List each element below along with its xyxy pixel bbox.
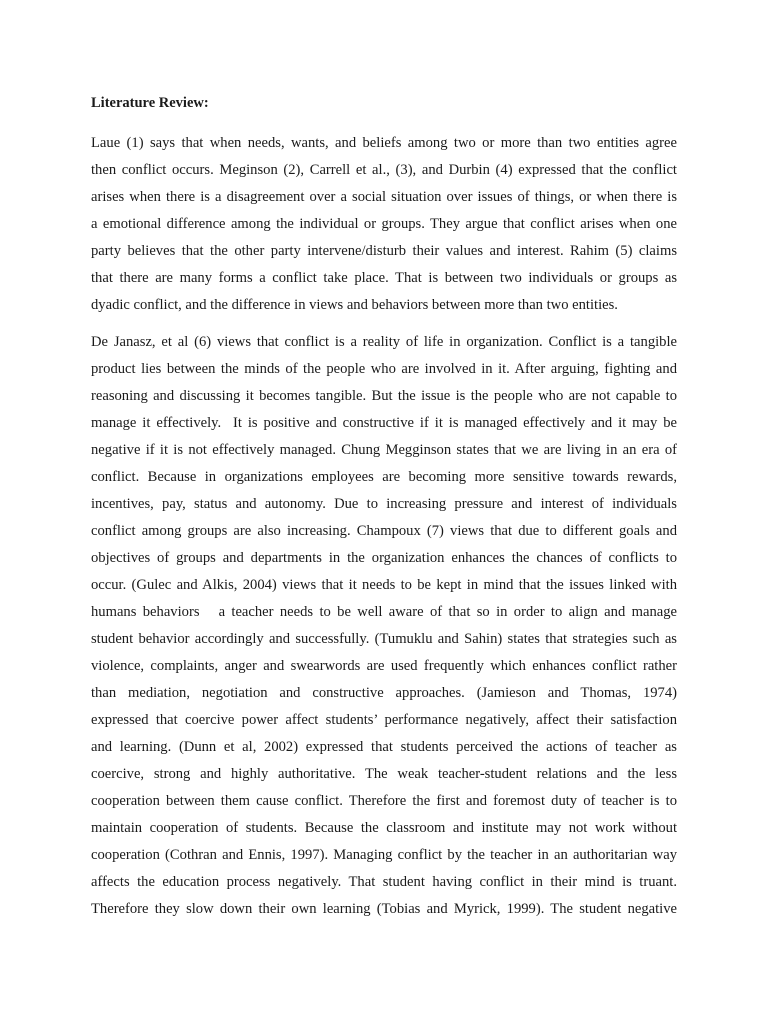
paragraph-1	[91, 130, 677, 319]
text-line: coercive, strong and highly authoritative. The weak teacher-student relations and the less	[91, 766, 677, 782]
text-line: reasoning and discussing it becomes tangible. But the issue is the people who are not capable to	[91, 388, 677, 404]
text-line: cooperation (Cothran and Ennis, 1997). Managing conflict by the teacher in an authoritarian way	[91, 847, 677, 863]
text-line: violence, complaints, anger and swearwords are used frequently which enhances conflict rather	[91, 658, 677, 674]
text-line: objectives of groups and departments in the organization enhances the chances of conflicts to	[91, 550, 677, 566]
paragraph-2	[91, 329, 677, 923]
text-line: humans behaviors a teacher needs to be well aware of that so in order to align and manage	[91, 604, 677, 620]
text-line: negative if it is not effectively managed. Chung Megginson states that we are living in an era of	[91, 442, 677, 458]
text-line: incentives, pay, status and autonomy. Due to increasing pressure and interest of individuals	[91, 496, 677, 512]
text-line: then conflict occurs. Meginson (2), Carrell et al., (3), and Durbin (4) expressed that the conflict	[91, 162, 677, 178]
text-line: Therefore they slow down their own learning (Tobias and Myrick, 1999). The student negative	[91, 901, 677, 917]
text-line: arises when there is a disagreement over a social situation over issues of things, or when there is	[91, 189, 677, 205]
text-line: that there are many forms a conflict take place. That is between two individuals or groups as	[91, 270, 677, 286]
text-line: conflict. Because in organizations employees are becoming more sensitive towards rewards,	[91, 469, 677, 485]
text-line: party believes that the other party intervene/disturb their values and interest. Rahim (5) claims	[91, 243, 677, 259]
text-line: dyadic conflict, and the difference in views and behaviors between more than two entities.	[91, 297, 618, 313]
text-line: expressed that coercive power affect students’ performance negatively, affect their satisfaction	[91, 712, 677, 728]
text-line: and learning. (Dunn et al, 2002) expressed that students perceived the actions of teacher as	[91, 739, 677, 755]
text-line: student behavior accordingly and successfully. (Tumuklu and Sahin) states that strategies such as	[91, 631, 677, 647]
text-line: Laue (1) says that when needs, wants, and beliefs among two or more than two entities agree	[91, 135, 677, 151]
text-line: affects the education process negatively. That student having conflict in their mind is truant.	[91, 874, 677, 890]
text-line: De Janasz, et al (6) views that conflict is a reality of life in organization. Conflict is a tangible	[91, 334, 677, 350]
text-line: maintain cooperation of students. Because the classroom and institute may not work without	[91, 820, 677, 836]
text-line: occur. (Gulec and Alkis, 2004) views that it needs to be kept in mind that the issues linked with	[91, 577, 677, 593]
section-heading: Literature Review:	[91, 95, 209, 111]
text-line: conflict among groups are also increasing. Champoux (7) views that due to different goals and	[91, 523, 677, 539]
text-line: than mediation, negotiation and constructive approaches. (Jamieson and Thomas, 1974)	[91, 685, 677, 701]
text-line: a emotional difference among the individual or groups. They argue that conflict arises when one	[91, 216, 677, 232]
text-line: manage it effectively. It is positive and constructive if it is managed effectively and it may be	[91, 415, 677, 431]
text-line: product lies between the minds of the people who are involved in it. After arguing, fighting and	[91, 361, 677, 377]
text-line: cooperation between them cause conflict. Therefore the first and foremost duty of teacher is to	[91, 793, 677, 809]
